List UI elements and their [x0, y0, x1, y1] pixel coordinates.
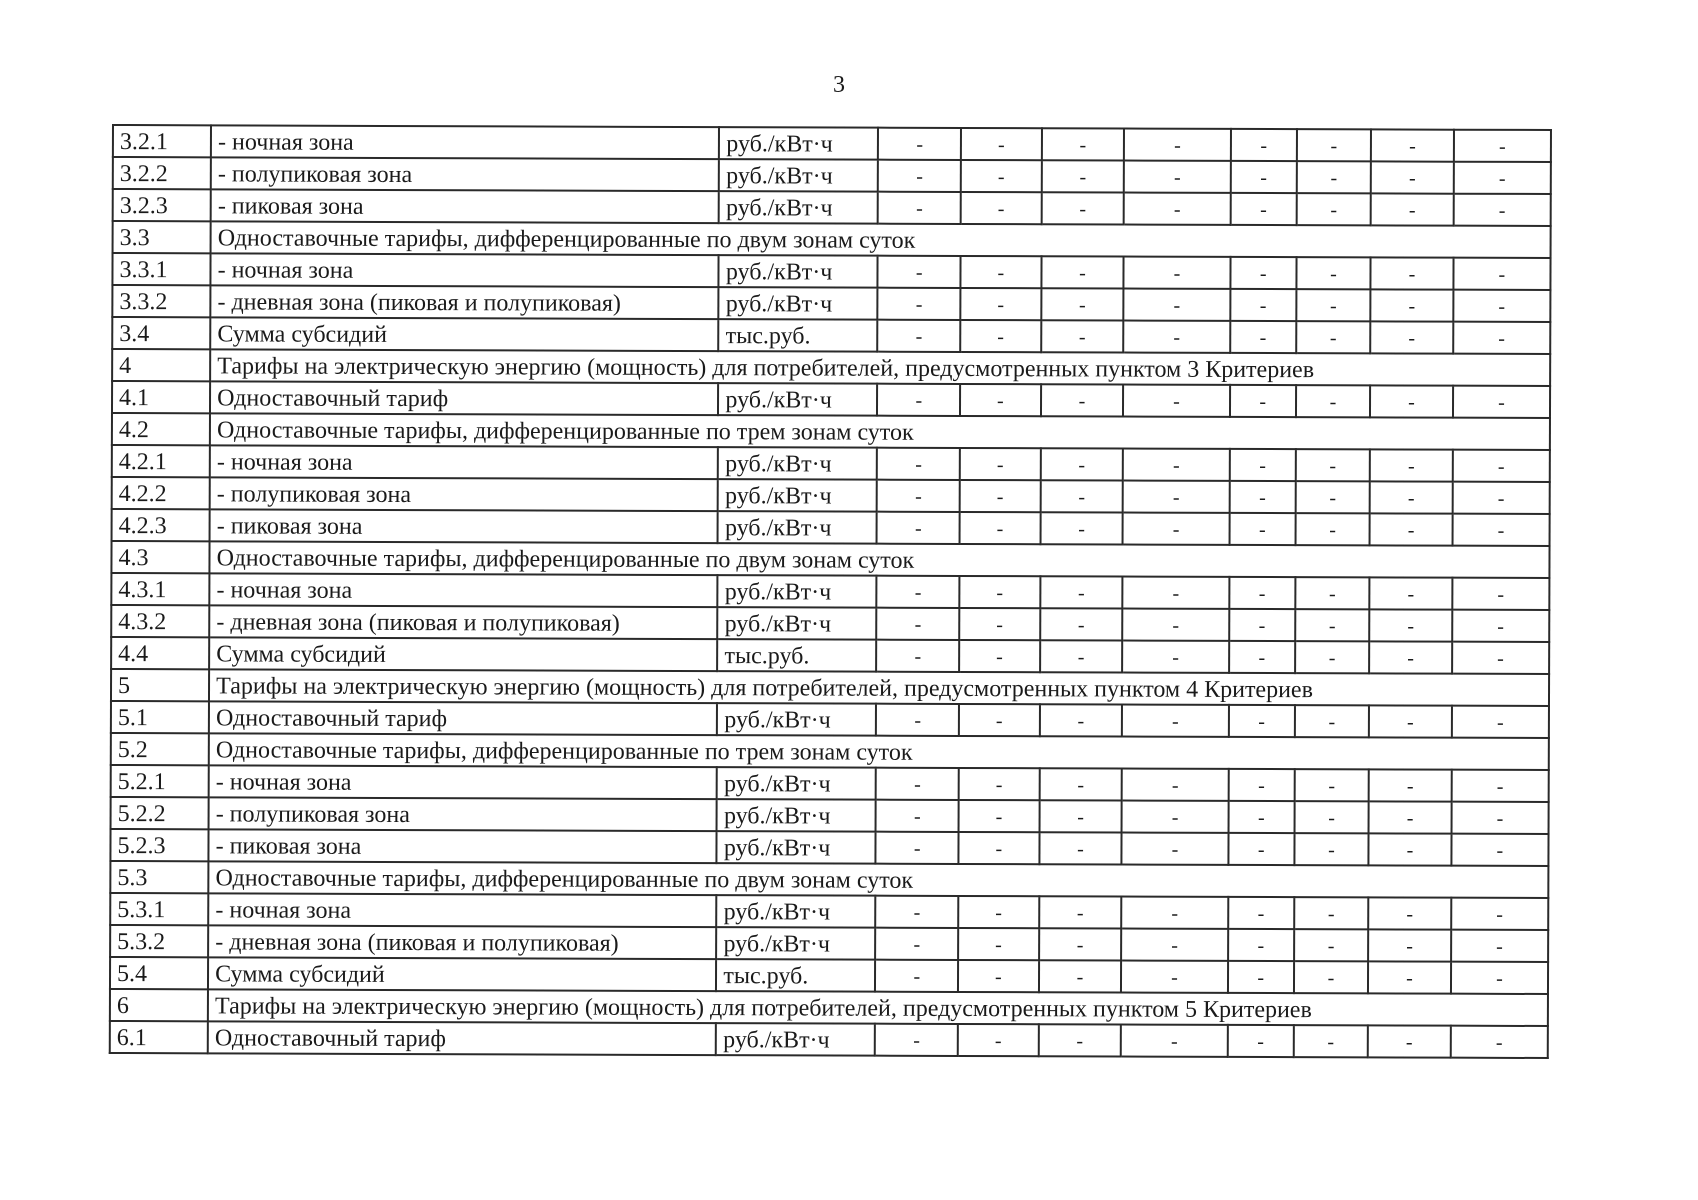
row-number: 4.3.2 [111, 605, 209, 637]
row-number: 4.2.3 [112, 509, 210, 541]
section-title: Одноставочные тарифы, дифференцированные по трем зонам суток [209, 733, 1549, 770]
row-name: - дневная зона (пиковая и полупиковая) [210, 285, 718, 319]
value-cell: - [961, 128, 1042, 160]
value-cell: - [1452, 642, 1549, 674]
value-cell: - [1296, 321, 1370, 353]
value-cell: - [1296, 385, 1370, 417]
value-cell: - [1040, 480, 1123, 512]
row-number: 5.2.3 [110, 829, 208, 861]
row-unit: руб./кВт·ч [719, 191, 878, 224]
row-number: 5.2.1 [111, 765, 209, 797]
value-cell: - [1228, 897, 1294, 929]
value-cell: - [1451, 834, 1548, 866]
value-cell: - [1297, 161, 1371, 193]
value-cell: - [1039, 960, 1122, 992]
value-cell: - [1296, 449, 1370, 481]
row-number: 3.3.2 [112, 285, 210, 317]
table-row [111, 765, 1549, 802]
value-cell: - [959, 704, 1040, 736]
value-cell: - [1294, 897, 1368, 929]
value-cell: - [876, 768, 959, 800]
row-name: - дневная зона (пиковая и полупиковая) [209, 605, 717, 639]
value-cell: - [1040, 576, 1123, 608]
value-cell: - [1370, 449, 1453, 481]
value-cell: - [1369, 833, 1452, 865]
section-row [111, 541, 1549, 578]
value-cell: - [958, 896, 1039, 928]
table-row [112, 317, 1550, 354]
value-cell: - [876, 928, 959, 960]
value-cell: - [1451, 930, 1548, 962]
value-cell: - [1370, 385, 1453, 417]
row-unit: руб./кВт·ч [718, 479, 877, 512]
table-row [111, 701, 1549, 738]
value-cell: - [1041, 192, 1124, 224]
value-cell: - [961, 160, 1042, 192]
section-row [111, 669, 1549, 706]
value-cell: - [1451, 898, 1548, 930]
row-number: 3.2.1 [113, 125, 211, 157]
section-row [113, 221, 1551, 258]
table-row [112, 477, 1550, 514]
value-cell: - [959, 640, 1040, 672]
value-cell: - [1295, 481, 1369, 513]
value-cell: - [1368, 929, 1451, 961]
value-cell: - [877, 384, 960, 416]
value-cell: - [1294, 929, 1368, 961]
value-cell: - [959, 576, 1040, 608]
value-cell: - [1229, 641, 1295, 673]
value-cell: - [876, 832, 959, 864]
section-title: Одноставочные тарифы, дифференцированные по двум зонам суток [208, 861, 1548, 898]
row-number: 6 [110, 989, 208, 1021]
section-title: Тарифы на электрическую энергию (мощность) для потребителей, предусмотренных пунктом 5 Критериев [208, 989, 1548, 1026]
value-cell: - [875, 960, 958, 992]
value-cell: - [1369, 705, 1452, 737]
value-cell: - [1294, 833, 1368, 865]
row-number: 3.3 [113, 221, 211, 253]
row-unit: руб./кВт·ч [718, 447, 877, 480]
row-number: 4.2.1 [112, 445, 210, 477]
row-number: 5.3 [110, 861, 208, 893]
value-cell: - [1123, 449, 1230, 481]
value-cell: - [1454, 162, 1551, 194]
table-row [110, 893, 1548, 930]
row-name: - ночная зона [208, 893, 716, 927]
value-cell: - [1229, 481, 1295, 513]
row-name: - полупиковая зона [211, 157, 719, 191]
row-number: 5.4 [110, 957, 208, 989]
value-cell: - [1228, 833, 1294, 865]
value-cell: - [1039, 800, 1122, 832]
section-row [112, 413, 1550, 450]
value-cell: - [1121, 929, 1228, 961]
row-name: - ночная зона [209, 765, 717, 799]
row-number: 4.2.2 [112, 477, 210, 509]
value-cell: - [1039, 768, 1122, 800]
value-cell: - [1228, 769, 1294, 801]
value-cell: - [959, 832, 1040, 864]
value-cell: - [1122, 705, 1229, 737]
row-name: Сумма субсидий [210, 317, 718, 351]
row-unit: тыс.руб. [719, 319, 878, 352]
value-cell: - [1124, 161, 1231, 193]
value-cell: - [875, 1024, 958, 1056]
row-name: - пиковая зона [210, 509, 718, 543]
value-cell: - [1369, 577, 1452, 609]
table-row [110, 957, 1548, 994]
value-cell: - [1229, 609, 1295, 641]
row-number: 5.3.1 [110, 893, 208, 925]
value-cell: - [1123, 513, 1230, 545]
table-row [113, 157, 1551, 194]
value-cell: - [1453, 290, 1550, 322]
row-name: Сумма субсидий [209, 637, 717, 671]
section-title: Тарифы на электрическую энергию (мощность) для потребителей, предусмотренных пунктом 4 Критериев [209, 669, 1549, 706]
value-cell: - [877, 512, 960, 544]
value-cell: - [1371, 257, 1454, 289]
value-cell: - [878, 160, 961, 192]
row-unit: руб./кВт·ч [718, 607, 877, 640]
value-cell: - [1121, 961, 1228, 993]
value-cell: - [1369, 769, 1452, 801]
value-cell: - [959, 608, 1040, 640]
table-row [111, 573, 1549, 610]
row-name: - дневная зона (пиковая и полупиковая) [208, 925, 716, 959]
value-cell: - [1041, 384, 1124, 416]
value-cell: - [960, 480, 1041, 512]
value-cell: - [876, 800, 959, 832]
value-cell: - [1453, 194, 1550, 226]
row-name: - полупиковая зона [210, 477, 718, 511]
section-row [110, 861, 1548, 898]
value-cell: - [877, 576, 960, 608]
value-cell: - [1041, 320, 1124, 352]
value-cell: - [1121, 897, 1228, 929]
row-unit: руб./кВт·ч [719, 127, 878, 160]
value-cell: - [1231, 129, 1297, 161]
value-cell: - [1296, 289, 1370, 321]
value-cell: - [1229, 449, 1295, 481]
value-cell: - [959, 800, 1040, 832]
value-cell: - [878, 288, 961, 320]
value-cell: - [959, 768, 1040, 800]
value-cell: - [1452, 706, 1549, 738]
row-name: - ночная зона [211, 125, 719, 159]
value-cell: - [1123, 481, 1230, 513]
value-cell: - [1295, 577, 1369, 609]
row-unit: руб./кВт·ч [716, 927, 875, 960]
row-name: Одноставочный тариф [210, 381, 718, 415]
value-cell: - [1297, 129, 1371, 161]
table-row [112, 445, 1550, 482]
row-number: 6.1 [110, 1021, 208, 1053]
value-cell: - [1122, 769, 1229, 801]
section-row [112, 349, 1550, 386]
row-number: 3.2.2 [113, 157, 211, 189]
value-cell: - [1370, 321, 1453, 353]
value-cell: - [1295, 641, 1369, 673]
row-number: 5 [111, 669, 209, 701]
row-unit: руб./кВт·ч [717, 767, 876, 800]
value-cell: - [961, 192, 1042, 224]
value-cell: - [1295, 513, 1369, 545]
value-cell: - [1229, 577, 1295, 609]
table-row [112, 285, 1550, 322]
table-row [113, 189, 1551, 226]
value-cell: - [877, 448, 960, 480]
section-row [110, 989, 1548, 1026]
value-cell: - [1452, 482, 1549, 514]
value-cell: - [1295, 705, 1369, 737]
value-cell: - [1230, 385, 1296, 417]
page-number: 3 [833, 72, 845, 98]
value-cell: - [1124, 289, 1231, 321]
row-unit: руб./кВт·ч [719, 159, 878, 192]
row-number: 5.2 [111, 733, 209, 765]
value-cell: - [878, 192, 961, 224]
row-number: 5.2.2 [111, 797, 209, 829]
row-name: Одноставочный тариф [208, 1021, 716, 1055]
value-cell: - [1122, 641, 1229, 673]
value-cell: - [1296, 193, 1370, 225]
table-body [110, 125, 1551, 1058]
value-cell: - [1042, 128, 1125, 160]
row-number: 4.4 [111, 637, 209, 669]
value-cell: - [958, 1024, 1039, 1056]
value-cell: - [1294, 801, 1368, 833]
value-cell: - [1453, 450, 1550, 482]
value-cell: - [876, 896, 959, 928]
value-cell: - [1041, 288, 1124, 320]
row-name: Сумма субсидий [208, 957, 716, 991]
section-title: Тарифы на электрическую энергию (мощность) для потребителей, предусмотренных пунктом 3 Критериев [210, 349, 1550, 386]
value-cell: - [1124, 257, 1231, 289]
value-cell: - [1453, 258, 1550, 290]
value-cell: - [1229, 513, 1295, 545]
value-cell: - [1123, 385, 1230, 417]
table-row [111, 637, 1549, 674]
value-cell: - [1230, 257, 1296, 289]
value-cell: - [1453, 386, 1550, 418]
value-cell: - [1040, 512, 1123, 544]
value-cell: - [1041, 256, 1124, 288]
value-cell: - [1041, 160, 1124, 192]
value-cell: - [1451, 770, 1548, 802]
row-number: 3.2.3 [113, 189, 211, 221]
value-cell: - [960, 448, 1041, 480]
value-cell: - [1228, 801, 1294, 833]
row-name: - ночная зона [211, 253, 719, 287]
row-unit: тыс.руб. [716, 959, 875, 992]
value-cell: - [1230, 161, 1296, 193]
value-cell: - [960, 384, 1041, 416]
value-cell: - [1039, 832, 1122, 864]
row-number: 5.3.2 [110, 925, 208, 957]
value-cell: - [1452, 578, 1549, 610]
value-cell: - [1228, 929, 1294, 961]
section-row [111, 733, 1549, 770]
value-cell: - [878, 128, 961, 160]
value-cell: - [1230, 321, 1296, 353]
value-cell: - [1368, 961, 1451, 993]
table-row [112, 253, 1550, 290]
value-cell: - [1369, 641, 1452, 673]
value-cell: - [961, 256, 1042, 288]
value-cell: - [960, 512, 1041, 544]
value-cell: - [1124, 193, 1231, 225]
row-number: 4.3 [111, 541, 209, 573]
table-row [113, 125, 1551, 162]
row-unit: руб./кВт·ч [717, 895, 876, 928]
value-cell: - [1454, 130, 1551, 162]
value-cell: - [877, 608, 960, 640]
value-cell: - [1124, 129, 1231, 161]
row-unit: руб./кВт·ч [719, 287, 878, 320]
row-number: 4.1 [112, 381, 210, 413]
value-cell: - [1452, 514, 1549, 546]
table-row [111, 797, 1549, 834]
value-cell: - [1451, 1026, 1548, 1058]
row-unit: руб./кВт·ч [718, 575, 877, 608]
value-cell: - [877, 640, 960, 672]
row-number: 5.1 [111, 701, 209, 733]
value-cell: - [1122, 801, 1229, 833]
value-cell: - [1230, 193, 1296, 225]
value-cell: - [1370, 481, 1453, 513]
section-title: Одноставочные тарифы, дифференцированные по двум зонам суток [210, 541, 1550, 578]
row-unit: руб./кВт·ч [717, 831, 876, 864]
value-cell: - [1124, 321, 1231, 353]
value-cell: - [1453, 322, 1550, 354]
value-cell: - [1371, 193, 1454, 225]
value-cell: - [876, 704, 959, 736]
value-cell: - [1452, 610, 1549, 642]
value-cell: - [1370, 513, 1453, 545]
value-cell: - [1294, 961, 1368, 993]
value-cell: - [1040, 640, 1123, 672]
row-name: - полупиковая зона [209, 797, 717, 831]
tariff-table [109, 124, 1552, 1059]
value-cell: - [1371, 129, 1454, 161]
row-unit: руб./кВт·ч [717, 799, 876, 832]
value-cell: - [960, 288, 1041, 320]
table-row [112, 381, 1550, 418]
value-cell: - [960, 320, 1041, 352]
row-name: - ночная зона [210, 445, 718, 479]
value-cell: - [1227, 1025, 1293, 1057]
value-cell: - [1296, 257, 1370, 289]
row-unit: руб./кВт·ч [717, 703, 876, 736]
value-cell: - [1040, 704, 1123, 736]
value-cell: - [1038, 1024, 1121, 1056]
value-cell: - [1451, 962, 1548, 994]
value-cell: - [1295, 609, 1369, 641]
value-cell: - [1371, 161, 1454, 193]
row-name: - пиковая зона [211, 189, 719, 223]
value-cell: - [1040, 608, 1123, 640]
value-cell: - [1039, 928, 1122, 960]
value-cell: - [958, 928, 1039, 960]
value-cell: - [1229, 705, 1295, 737]
row-unit: руб./кВт·ч [718, 383, 877, 416]
value-cell: - [1123, 609, 1230, 641]
value-cell: - [1368, 1025, 1451, 1057]
section-title: Одноставочные тарифы, дифференцированные по трем зонам суток [210, 413, 1550, 450]
value-cell: - [1370, 289, 1453, 321]
table-row [110, 1021, 1548, 1058]
value-cell: - [1294, 1025, 1368, 1057]
row-unit: тыс.руб. [717, 639, 876, 672]
value-cell: - [958, 960, 1039, 992]
row-unit: руб./кВт·ч [719, 255, 878, 288]
row-name: - ночная зона [209, 573, 717, 607]
table-row [112, 509, 1550, 546]
value-cell: - [878, 320, 961, 352]
value-cell: - [1451, 802, 1548, 834]
value-cell: - [1294, 769, 1368, 801]
row-number: 3.4 [112, 317, 210, 349]
table-row [110, 829, 1548, 866]
value-cell: - [1122, 833, 1229, 865]
value-cell: - [1369, 801, 1452, 833]
row-number: 4.3.1 [111, 573, 209, 605]
value-cell: - [878, 256, 961, 288]
value-cell: - [1368, 897, 1451, 929]
value-cell: - [877, 480, 960, 512]
value-cell: - [1040, 448, 1123, 480]
row-number: 4 [112, 349, 210, 381]
row-name: - пиковая зона [209, 829, 717, 863]
row-number: 3.3.1 [112, 253, 210, 285]
value-cell: - [1123, 577, 1230, 609]
value-cell: - [1121, 1025, 1228, 1057]
section-title: Одноставочные тарифы, дифференцированные по двум зонам суток [211, 221, 1551, 258]
value-cell: - [1369, 609, 1452, 641]
value-cell: - [1230, 289, 1296, 321]
value-cell: - [1039, 896, 1122, 928]
table-row [110, 925, 1548, 962]
value-cell: - [1228, 961, 1294, 993]
row-unit: руб./кВт·ч [718, 511, 877, 544]
table-row [111, 605, 1549, 642]
row-number: 4.2 [112, 413, 210, 445]
row-unit: руб./кВт·ч [716, 1023, 875, 1056]
row-name: Одноставочный тариф [209, 701, 717, 735]
